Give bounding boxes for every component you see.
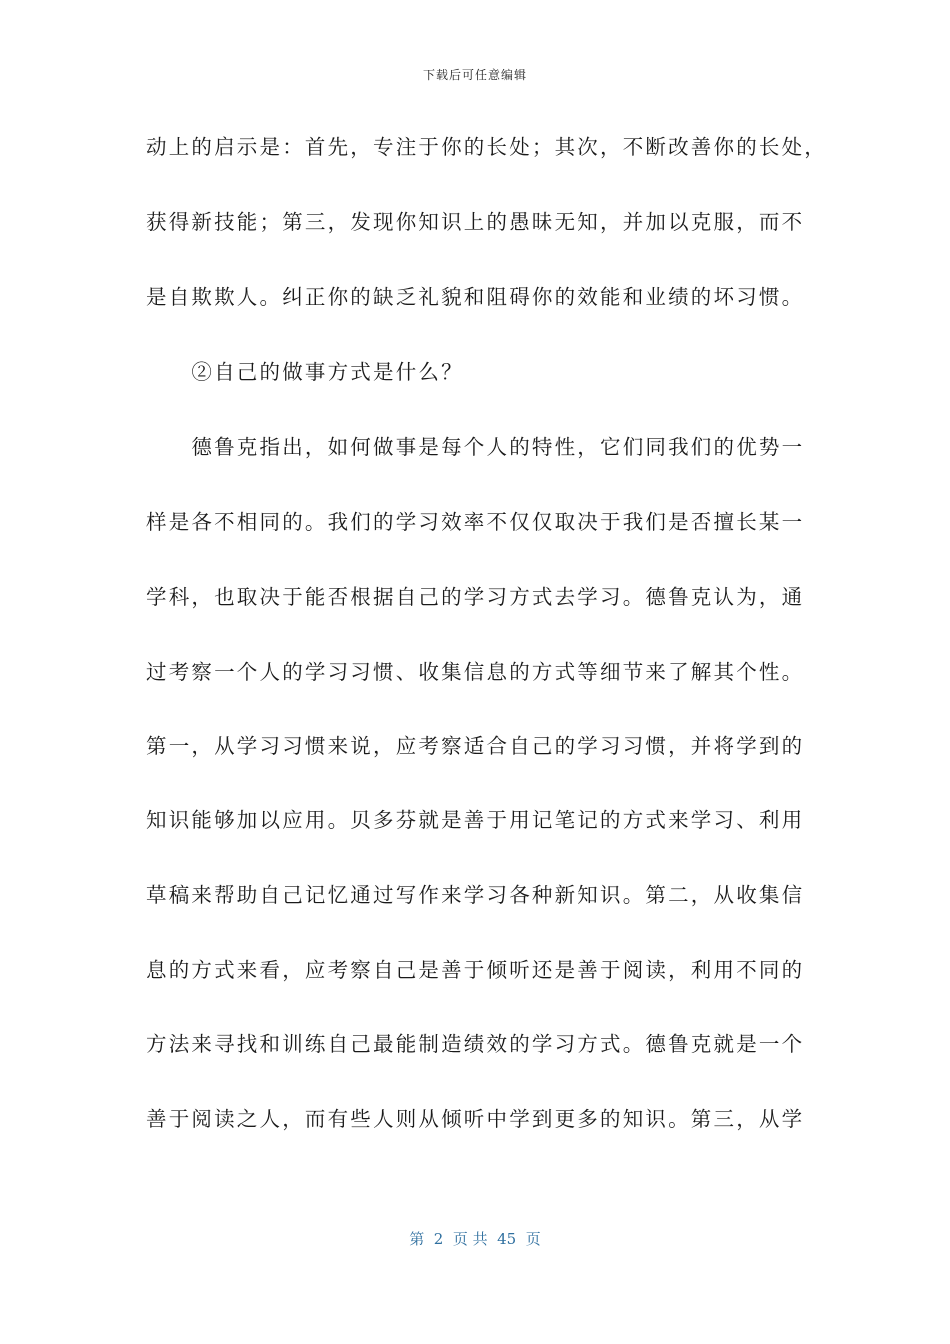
text-line-9: 第一，从学习习惯来说，应考察适合自己的学习习惯，并将学到的 [146, 734, 805, 758]
text-line-1: 动上的启示是：首先，专注于你的长处；其次，不断改善你的长处， [146, 135, 827, 159]
text-line-6: 样是各不相同的。我们的学习效率不仅仅取决于我们是否擅长某一 [146, 510, 805, 534]
text-line-5: 德鲁克指出，如何做事是每个人的特性，它们同我们的优势一 [146, 435, 805, 459]
page-number-footer: 第 2 页 共 45 页 [409, 1230, 541, 1248]
text-line-11: 草稿来帮助自己记忆通过写作来学习各种新知识。第二，从收集信 [146, 883, 805, 907]
text-line-12: 息的方式来看，应考察自己是善于倾听还是善于阅读，利用不同的 [146, 958, 805, 982]
page-header: 下载后可任意编辑 [422, 68, 527, 82]
text-line-7: 学科，也取决于能否根据自己的学习方式去学习。德鲁克认为，通 [146, 585, 805, 609]
section-heading: ②自己的做事方式是什么？ [146, 360, 464, 384]
text-line-10: 知识能够加以应用。贝多芬就是善于用记笔记的方式来学习、利用 [146, 808, 805, 832]
text-line-3: 是自欺欺人。纠正你的缺乏礼貌和阻碍你的效能和业绩的坏习惯。 [146, 285, 805, 309]
text-line-14: 善于阅读之人，而有些人则从倾听中学到更多的知识。第三，从学 [146, 1107, 805, 1131]
text-line-8: 过考察一个人的学习习惯、收集信息的方式等细节来了解其个性。 [146, 660, 805, 684]
text-line-13: 方法来寻找和训练自己最能制造绩效的学习方式。德鲁克就是一个 [146, 1032, 805, 1056]
text-line-2: 获得新技能；第三，发现你知识上的愚昧无知，并加以克服，而不 [146, 210, 805, 234]
